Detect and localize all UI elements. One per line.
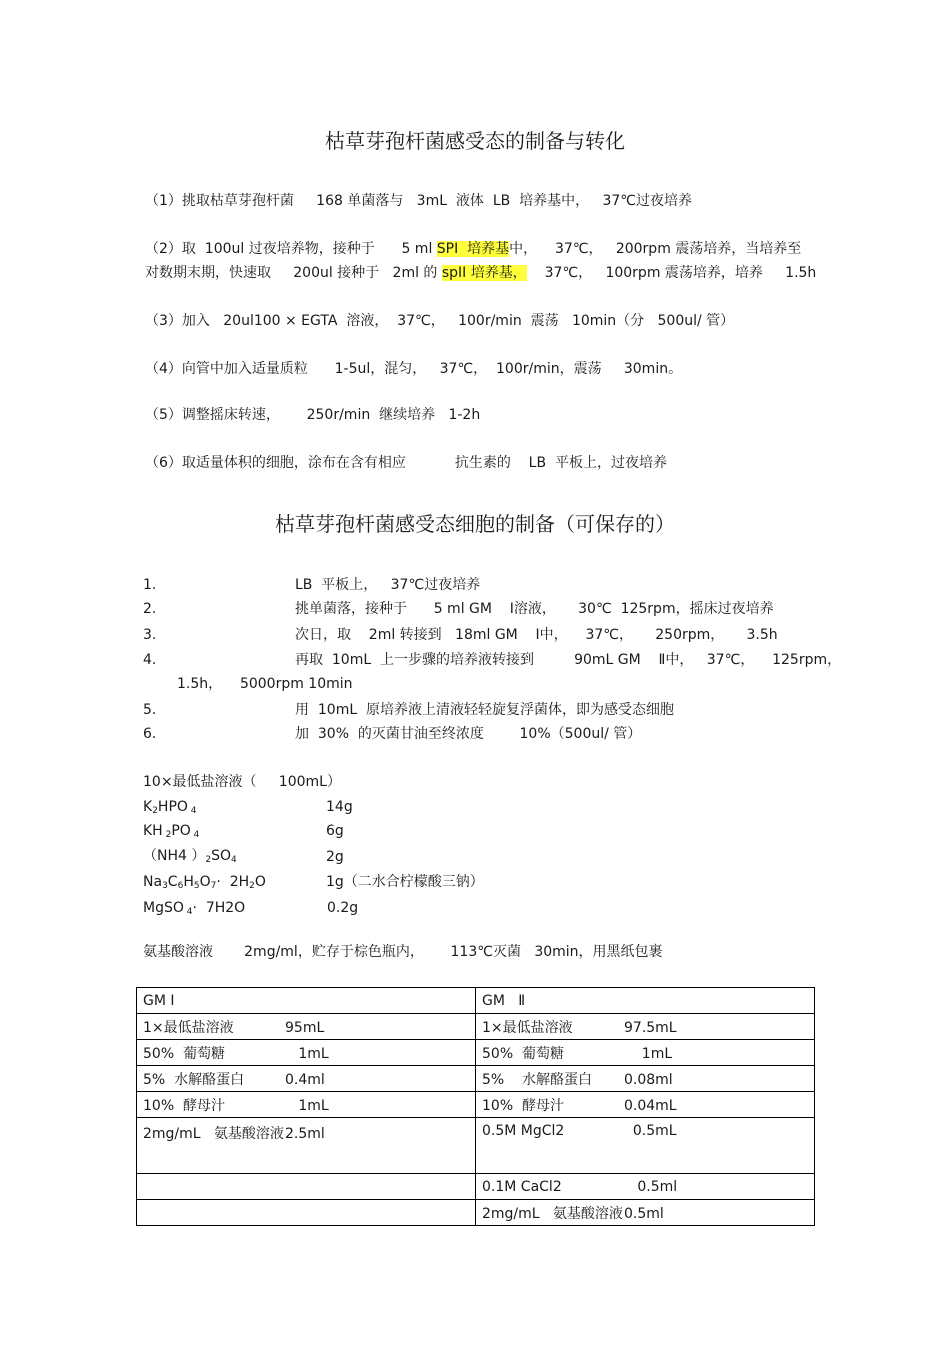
cell-name: 10% 酵母汁 [143, 1097, 226, 1114]
table-cell [476, 1118, 815, 1174]
salt-value: 1g（二水合柠檬酸三钠） [326, 874, 484, 890]
formula-citrate: $Na_3C_6H_5O_7\cdot 2H_2O$ [143, 874, 266, 891]
step-2-text-c: 对数期末期，快速取 200ul 接种于 2ml 的 [145, 265, 442, 281]
list-item: 挑单菌落，接种于 5 ml GM Ⅰ溶液， 30℃ 125rpm，摇床过夜培养 [295, 601, 774, 617]
gm-table [136, 987, 815, 1226]
step-6: （6）取适量体积的细胞，涂布在含有相应 抗生素的 LB 平板上，过夜培养 [145, 455, 667, 471]
cell-value: 95mL [285, 1019, 325, 1036]
cell-name: 1×最低盐溶液 [143, 1019, 234, 1036]
step-3: （3）加入 20ul100 × EGTA 溶液， 37℃， 100r/min 震荡 10min（分 500ul/ 管） [145, 313, 735, 329]
step-2-line-2 [145, 264, 816, 282]
cell-name: 50% 葡萄糖 [143, 1045, 226, 1062]
list-num: 3. [143, 627, 157, 643]
list-item: 次日，取 2ml 转接到 18ml GM Ⅰ中， 37℃， 250rpm， 3.5h [295, 627, 778, 643]
cell-value: 2.5ml [285, 1126, 325, 1142]
cell-name: 50% 葡萄糖 [482, 1045, 565, 1062]
step-2-line-1 [145, 240, 801, 258]
cell-name: 5% 水解酪蛋白 [143, 1071, 245, 1088]
step-2-text-a: （2）取 100ul 过夜培养物，接种于 5 ml [145, 241, 437, 257]
table-cell [137, 1040, 476, 1066]
cell-value: 0.5mL [624, 1123, 677, 1139]
table-cell [476, 1014, 815, 1040]
cell-value: 97.5mL [624, 1019, 677, 1036]
step-4: （4）向管中加入适量质粒 1-5ul，混匀， 37℃， 100r/min，震荡 30min。 [145, 361, 683, 377]
cell-name: 0.1M CaCl2 [482, 1178, 562, 1195]
highlight-spii: spII 培养基， [441, 265, 527, 281]
cell-name: 2mg/mL 氨基酸溶液 [482, 1205, 623, 1222]
list-num: 6. [143, 726, 157, 742]
salt-value: 14g [326, 799, 353, 815]
cell-value: 1mL [285, 1097, 329, 1114]
list-item: 再取 10mL 上一步骤的培养液转接到 90mL GM Ⅱ中， 37℃， 125rpm， [295, 652, 842, 668]
highlight-spi: SPI 培养基 [436, 241, 510, 257]
table-cell [476, 1092, 815, 1118]
formula-kh2po4: KH $_2$PO $_4$ [143, 823, 200, 840]
table-row [137, 1040, 815, 1066]
table-row [137, 1014, 815, 1040]
salt-value: 0.2g [327, 900, 359, 916]
cell-name: 2mg/mL 氨基酸溶液 [143, 1126, 284, 1142]
list-num: 2. [143, 601, 157, 617]
salt-title: 10×最低盐溶液（ 100mL） [143, 774, 341, 790]
cell-value: 1mL [285, 1045, 329, 1062]
cell-value: 0.4ml [285, 1071, 325, 1088]
list-item: LB 平板上， 37℃过夜培养 [295, 577, 481, 593]
table-row [137, 1200, 815, 1226]
table-cell-empty [137, 1174, 476, 1200]
cell-name: 1×最低盐溶液 [482, 1019, 573, 1036]
list-item: 用 10mL 原培养液上清液轻轻旋复浮菌体，即为感受态细胞 [295, 702, 675, 718]
cell-value: 1mL [624, 1045, 673, 1062]
table-cell [137, 1118, 476, 1174]
table-row [137, 1118, 815, 1174]
table-cell [137, 1066, 476, 1092]
formula-k2hpo4: $K_2HPO$ $_4$ [143, 799, 197, 816]
list-num: 4. [143, 652, 157, 668]
cell-value: 0.5ml [624, 1205, 664, 1222]
table-cell [137, 1092, 476, 1118]
formula-mgso4: MgSO $_4$· 7H2O [143, 900, 246, 917]
step-1: （1）挑取枯草芽孢杆菌 168 单菌落与 3mL 液体 LB 培养基中， 37℃过夜培养 [145, 193, 693, 209]
formula-nh4so4: （NH4 ）$_2SO_4$ [143, 848, 237, 865]
cell-value: 0.04mL [624, 1097, 677, 1114]
table-cell [137, 1014, 476, 1040]
step-2-text-b: 中， 37℃， 200rpm 震荡培养，当培养至 [509, 241, 802, 257]
cell-name: 0.5M MgCl2 [482, 1123, 565, 1139]
table-header-gm2: GM Ⅱ [476, 988, 815, 1014]
list-num: 5. [143, 702, 157, 718]
list-num: 1. [143, 577, 157, 593]
table-cell-empty [137, 1200, 476, 1226]
section-title: 枯草芽孢杆菌感受态细胞的制备（可保存的） [275, 512, 675, 536]
list-item: 加 30% 的灭菌甘油至终浓度 10%（500ul/ 管） [295, 726, 642, 742]
cell-value: 0.5ml [624, 1178, 678, 1195]
cell-name: 10% 酵母汁 [482, 1097, 565, 1114]
list-item-continuation: 1.5h， 5000rpm 10min [177, 676, 353, 692]
table-header-row [137, 988, 815, 1014]
table-cell [476, 1040, 815, 1066]
table-cell [476, 1174, 815, 1200]
salt-value: 2g [326, 849, 344, 865]
table-header-gm1: GM Ⅰ [137, 988, 476, 1014]
cell-name: 5% 水解酪蛋白 [482, 1071, 593, 1088]
table-row [137, 1092, 815, 1118]
table-cell [476, 1066, 815, 1092]
salt-value: 6g [326, 823, 344, 839]
table-row [137, 1066, 815, 1092]
step-5: （5）调整摇床转速， 250r/min 继续培养 1-2h [145, 407, 481, 423]
page-title: 枯草芽孢杆菌感受态的制备与转化 [325, 129, 625, 153]
cell-value: 0.08ml [624, 1071, 673, 1088]
table-row [137, 1174, 815, 1200]
step-2-text-d: 37℃， 100rpm 震荡培养，培养 1.5h [526, 265, 817, 281]
amino-acid-note: 氨基酸溶液 2mg/ml，贮存于棕色瓶内， 113℃灭菌 30min，用黑纸包裹 [143, 944, 663, 960]
table-cell [476, 1200, 815, 1226]
